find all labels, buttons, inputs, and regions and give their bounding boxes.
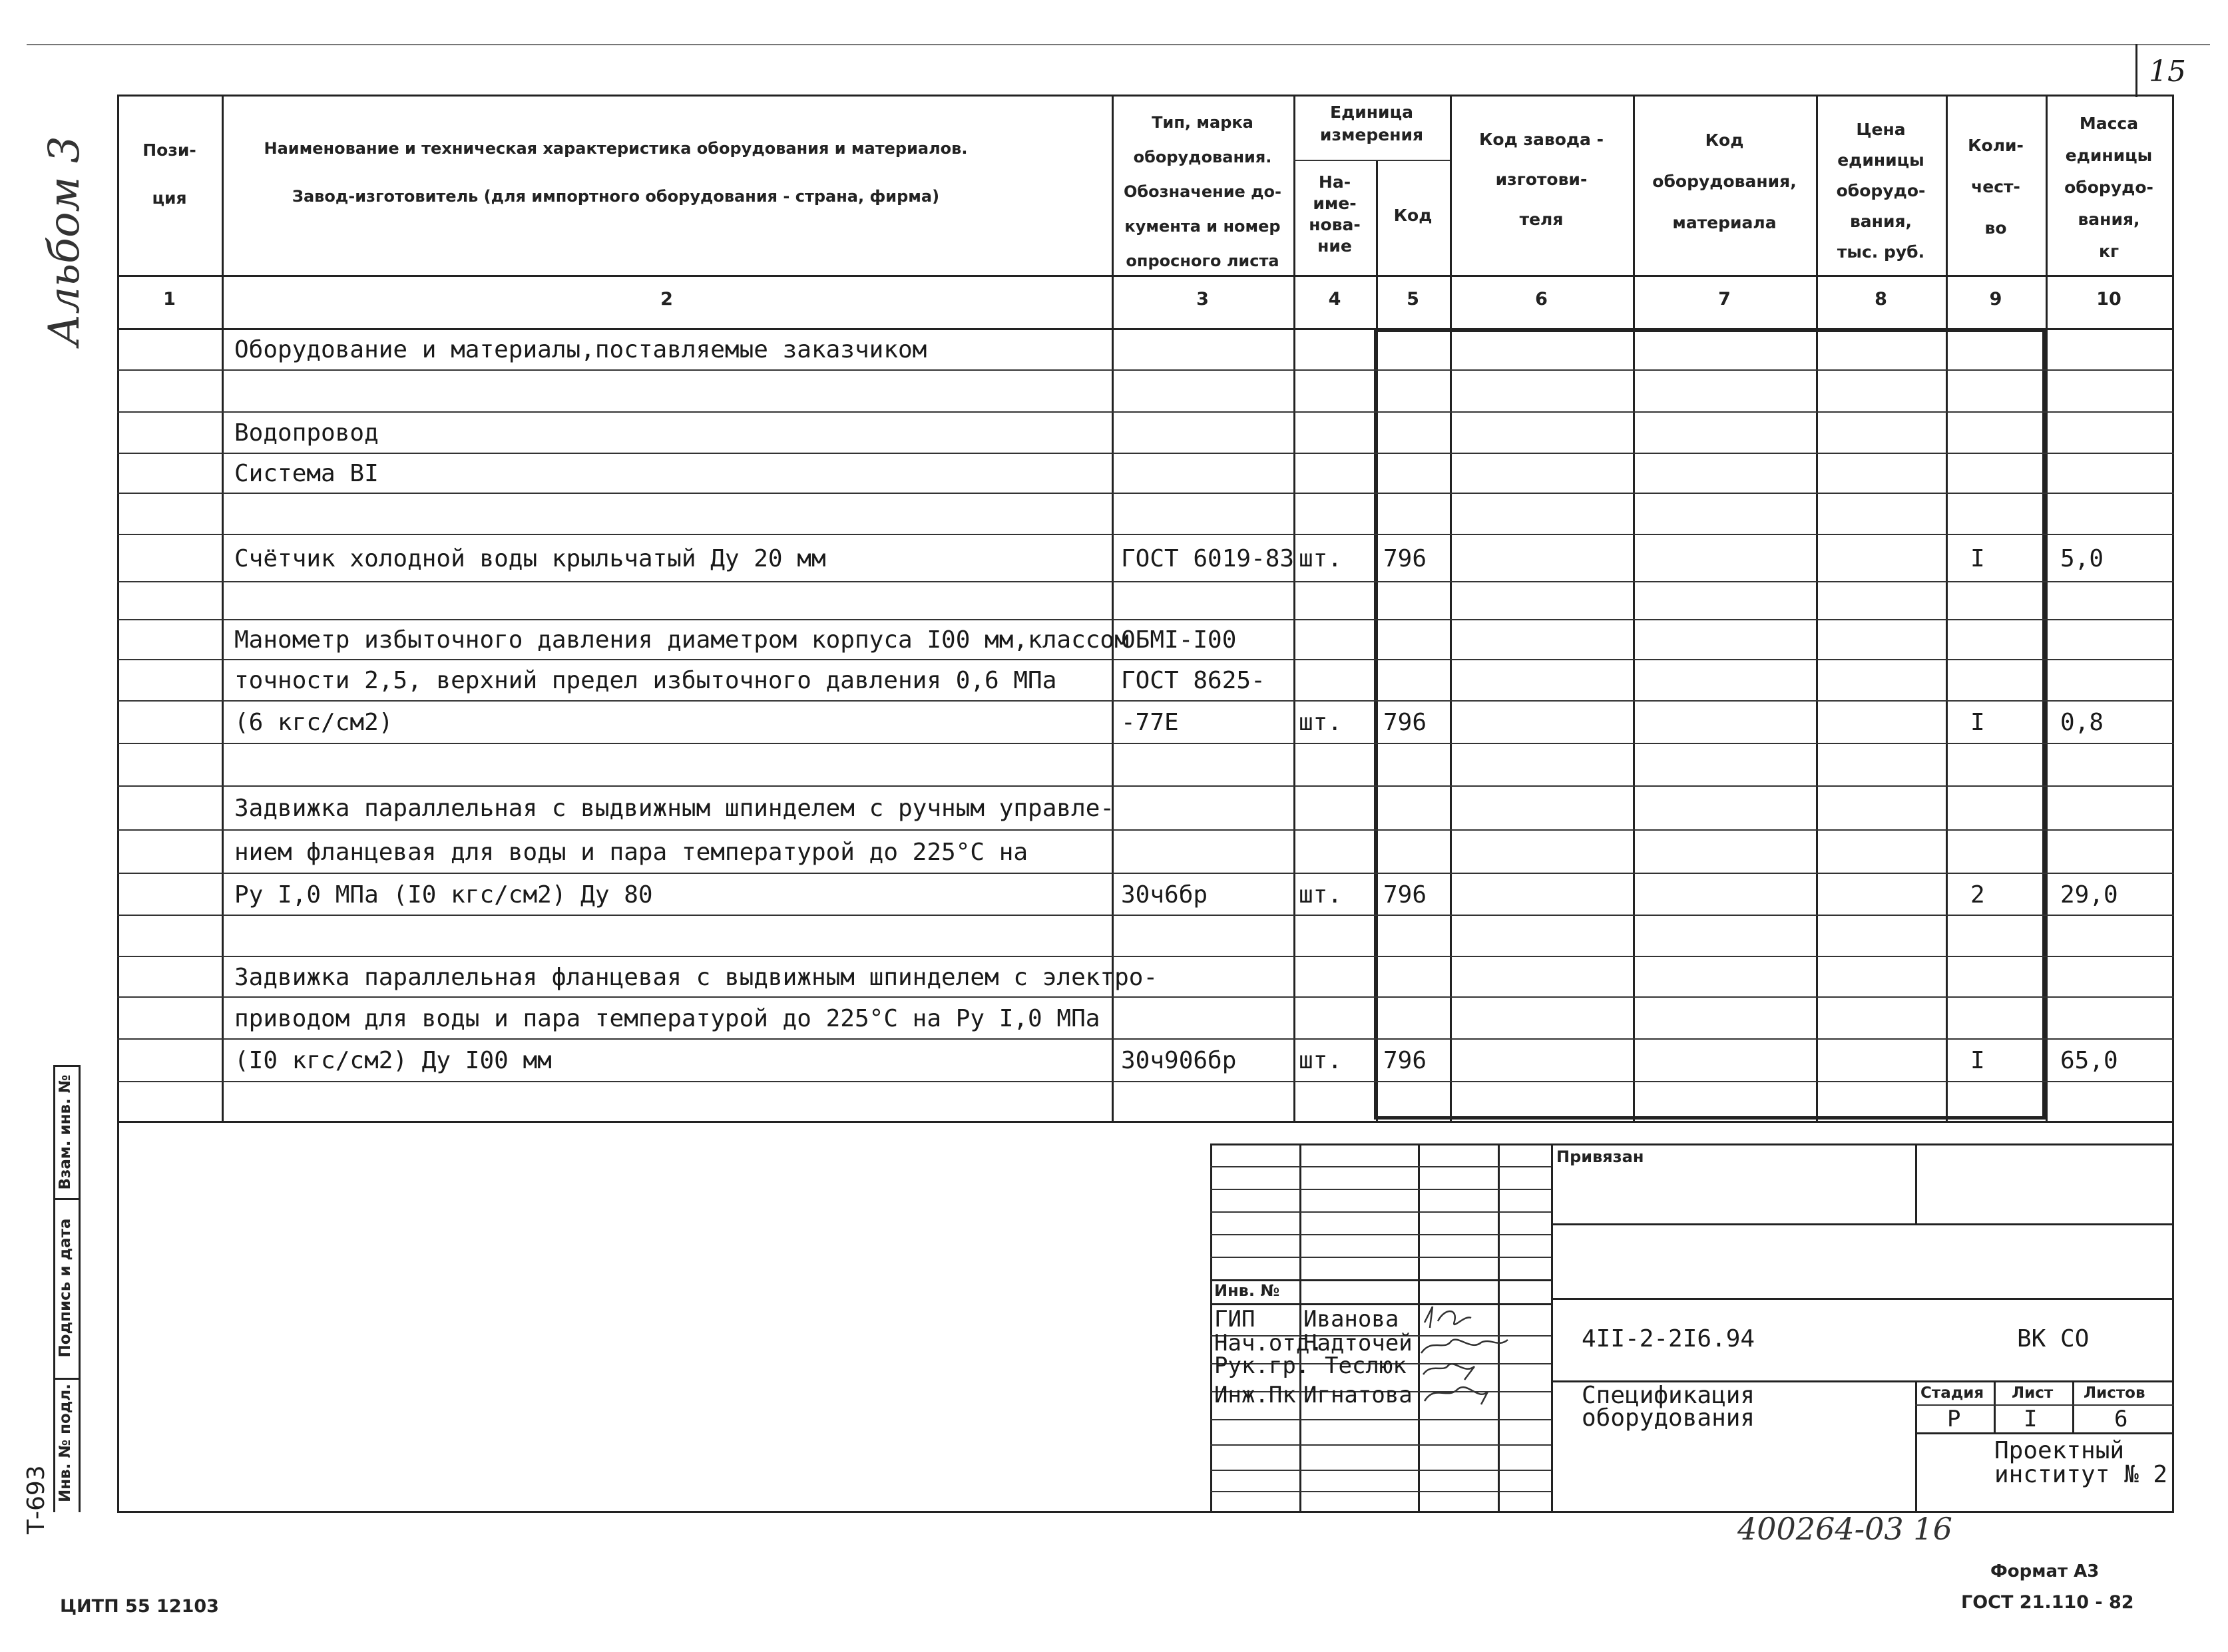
row-divider <box>117 534 2174 535</box>
tb-row-line <box>1210 1234 1551 1235</box>
tb-privyazan: Привязан <box>1556 1147 1644 1166</box>
row-code: 796 <box>1383 709 1427 736</box>
left-code: Т-693 <box>23 1465 50 1534</box>
header-qty: Коли- чест- во <box>1968 136 2024 238</box>
inner-thick-box <box>1374 329 2046 1120</box>
tb-doc-title: Спецификация оборудования <box>1582 1382 1755 1432</box>
tb-stage-left <box>1915 1380 1917 1511</box>
album-label: Альбом 3 <box>40 136 89 346</box>
row-name: Задвижка параллельная фланцевая с выдвижным шпинделем с электро- <box>234 963 1158 991</box>
tb-stage-label: Стадия <box>1920 1384 1984 1402</box>
side-vzam: Взам. инв. № <box>57 1074 74 1190</box>
row-mass: 0,8 <box>2060 709 2104 736</box>
row-unit: шт. <box>1299 881 1343 909</box>
header-position: Пози- ция <box>142 140 196 208</box>
row-type: ГОСТ 8625- <box>1121 667 1265 694</box>
row-qty: I <box>1970 1047 1985 1074</box>
tb-role-3: Рук.гр. <box>1214 1352 1310 1379</box>
tb-name-2: Надточей <box>1303 1330 1413 1356</box>
tb-row-line <box>1210 1166 1551 1167</box>
tb-v4 <box>1551 1143 1553 1511</box>
row-name: (6 кгс/см2) <box>234 709 393 736</box>
row-divider <box>117 956 2174 957</box>
colnum-7: 7 <box>1718 289 1731 310</box>
row-name: Система BI <box>234 460 379 487</box>
top-trim-line <box>27 44 2210 45</box>
tb-row-line <box>1210 1444 1551 1446</box>
page-number-box-left <box>2135 44 2137 97</box>
gost-label: ГОСТ 21.110 - 82 <box>1961 1592 2134 1613</box>
row-divider <box>117 411 2174 413</box>
col-sep-1 <box>222 95 224 1123</box>
table-top-border <box>117 95 2174 97</box>
tb-mark: ВК СО <box>2017 1325 2090 1352</box>
row-divider <box>117 659 2174 660</box>
header-type: Тип, марка оборудования. Обозначение до- кумента и номер опросного листа <box>1124 113 1281 270</box>
row-qty: 2 <box>1970 881 1985 909</box>
tb-left <box>1210 1143 1212 1511</box>
colnum-6: 6 <box>1535 289 1548 310</box>
row-divider <box>117 785 2174 787</box>
tb-role-1: ГИП <box>1214 1306 1255 1333</box>
tb-stage-sep1 <box>1994 1380 1996 1432</box>
row-divider <box>117 1038 2174 1040</box>
row-qty: I <box>1970 709 1985 736</box>
row-unit: шт. <box>1299 709 1343 736</box>
row-name: Водопровод <box>234 419 379 447</box>
header-plant-code: Код завода - изготови- теля <box>1478 130 1604 229</box>
table-bottom-line <box>117 1121 2174 1123</box>
row-mass: 65,0 <box>2060 1047 2118 1074</box>
side-podpis: Подпись и дата <box>57 1218 74 1358</box>
tb-privyazan-sep <box>1915 1143 1917 1225</box>
tb-sheets-label: Листов <box>2084 1384 2145 1402</box>
tb-sheet: I <box>2024 1406 2038 1432</box>
tb-sheets: 6 <box>2114 1406 2128 1432</box>
row-type: 30ч6бр <box>1121 881 1208 909</box>
row-divider <box>117 453 2174 454</box>
tb-stage: Р <box>1947 1406 1961 1432</box>
row-type: -77Е <box>1121 709 1179 736</box>
colnum-8: 8 <box>1875 289 1887 310</box>
tb-row-line <box>1210 1257 1551 1258</box>
row-name: Оборудование и материалы,поставляемые заказчиком <box>234 336 927 363</box>
unit-group-line <box>1293 160 1450 161</box>
row-unit: шт. <box>1299 544 1343 572</box>
row-unit: шт. <box>1299 1047 1343 1074</box>
row-type: ОБМI-I00 <box>1121 626 1237 654</box>
tb-row-line <box>1210 1419 1551 1420</box>
row-name: точности 2,5, верхний предел избыточного давления 0,6 МПа <box>234 667 1057 694</box>
row-code: 796 <box>1383 544 1427 572</box>
row-divider <box>117 369 2174 371</box>
row-name: приводом для воды и пара температурой до 225°С на Ру I,0 МПа <box>234 1004 1100 1032</box>
row-code: 796 <box>1383 1047 1427 1074</box>
header-equip-code: Код оборудования, материала <box>1652 130 1797 232</box>
side-inv-podl: Инв. № подл. <box>57 1384 74 1502</box>
row-name: Манометр избыточного давления диаметром корпуса I00 мм,классом <box>234 626 1129 654</box>
tb-row-line <box>1210 1211 1551 1213</box>
tb-name-4: Игнатова <box>1303 1382 1413 1408</box>
tb-role-4: Инж.Пк <box>1214 1382 1296 1408</box>
row-divider <box>117 829 2174 831</box>
row-divider <box>117 619 2174 620</box>
tb-row-line <box>1210 1491 1551 1492</box>
header-unit-code: Код <box>1393 206 1433 225</box>
colnum-5: 5 <box>1407 289 1419 310</box>
header-unit-name: На- име- нова- ние <box>1309 172 1361 256</box>
tb-privyazan-bottom <box>1551 1223 2174 1225</box>
colnum-1: 1 <box>163 289 176 310</box>
row-name: (I0 кгс/см2) Ду I00 мм <box>234 1047 552 1074</box>
colnum-4: 4 <box>1328 289 1341 310</box>
side-stamp-left <box>53 1065 55 1512</box>
footer-left: ЦИТП 55 12103 <box>60 1596 219 1617</box>
row-name: нием фланцевая для воды и пара температурой до 225°С на <box>234 838 1028 866</box>
row-name: Задвижка параллельная с выдвижным шпинделем с ручным управле- <box>234 795 1115 822</box>
header-mass: Масса единицы оборудо- вания, кг <box>2064 114 2153 261</box>
page-number: 15 <box>2149 55 2186 89</box>
tb-stage-sep2 <box>2072 1380 2074 1432</box>
row-divider <box>117 743 2174 744</box>
side-stamp-right <box>79 1065 81 1512</box>
header-name: Наименование и техническая характеристика оборудования и материалов. Завод-изготовитель (для импортного оборудования - страна, фирма) <box>264 139 968 206</box>
tb-sheet-label: Лист <box>2012 1384 2054 1402</box>
row-divider <box>117 493 2174 494</box>
colnum-2: 2 <box>660 289 673 310</box>
tb-code-top <box>1551 1298 2174 1300</box>
tb-v1 <box>1299 1143 1301 1511</box>
row-divider <box>117 996 2174 998</box>
tb-name-3: Теслюк <box>1325 1352 1407 1379</box>
header-price: Цена единицы оборудо- вания, тыс. руб. <box>1836 120 1926 262</box>
row-mass: 29,0 <box>2060 881 2118 909</box>
header-unit-group: Единица измерения <box>1319 103 1424 144</box>
tb-doc-code: 4II-2-2I6.94 <box>1582 1325 1755 1352</box>
row-qty: I <box>1970 544 1985 572</box>
tb-role-2: Нач.отд. <box>1214 1330 1323 1356</box>
tb-org: Проектный институт № 2 <box>1994 1437 2168 1488</box>
row-code: 796 <box>1383 881 1427 909</box>
colnum-10: 10 <box>2096 289 2121 310</box>
row-divider <box>117 581 2174 582</box>
handwritten-bottom: 400264-03 16 <box>1737 1511 1952 1547</box>
tb-row-line <box>1210 1470 1551 1471</box>
format-label: Формат А3 <box>1990 1561 2100 1581</box>
signatures-scribble <box>1418 1301 1551 1411</box>
row-divider <box>117 700 2174 702</box>
row-divider <box>117 915 2174 916</box>
row-divider <box>117 873 2174 874</box>
colnum-3: 3 <box>1196 289 1209 310</box>
row-name: Счётчик холодной воды крыльчатый Ду 20 мм <box>234 544 826 572</box>
colnum-9: 9 <box>1989 289 2002 310</box>
tb-inv-no: Инв. № <box>1214 1281 1280 1300</box>
tb-top <box>1210 1143 2174 1145</box>
row-type: ГОСТ 6019-83 <box>1121 544 1295 572</box>
tb-row-line <box>1210 1189 1551 1190</box>
row-mass: 5,0 <box>2060 544 2104 572</box>
row-divider <box>117 1081 2174 1082</box>
row-name: Ру I,0 МПа (I0 кгс/см2) Ду 80 <box>234 881 653 909</box>
tb-name-1: Иванова <box>1303 1306 1399 1333</box>
row-type: 30ч906бр <box>1121 1047 1237 1074</box>
